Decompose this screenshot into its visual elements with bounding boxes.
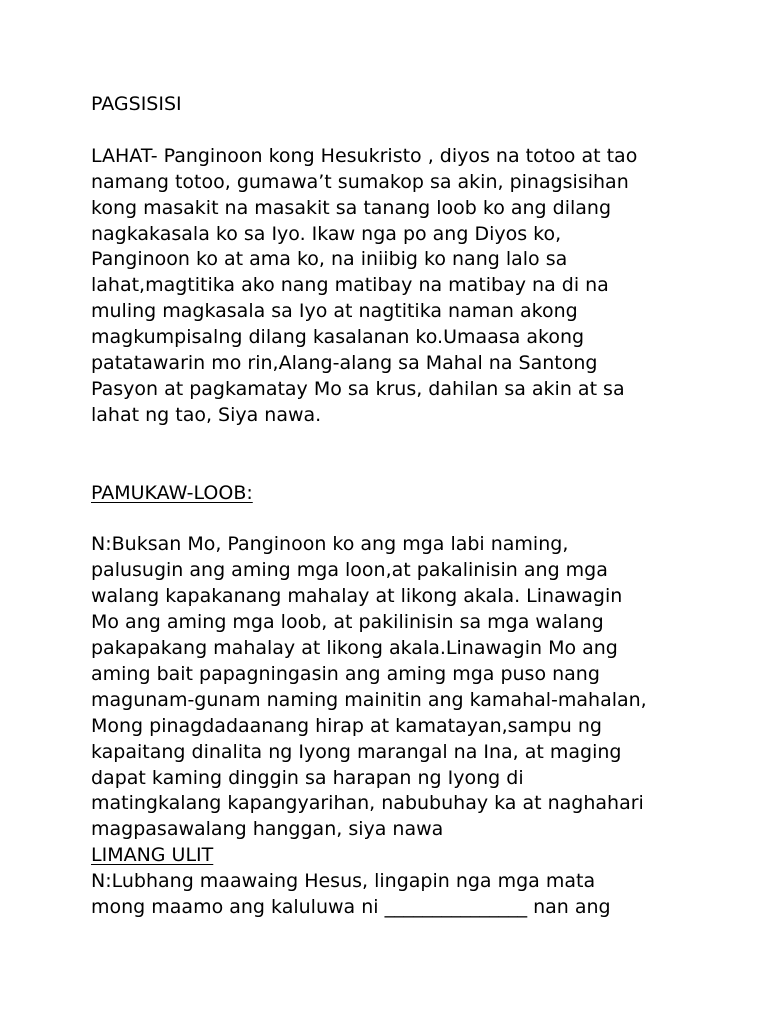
text-line: N:Buksan Mo, Panginoon ko ang mga labi naming, [91, 533, 569, 556]
text-line: N:Lubhang maawaing Hesus, lingapin nga mga mata [91, 870, 596, 893]
text-line: mong maamo ang kaluluwa ni _______________ nan ang [91, 896, 611, 919]
paragraph-lahat [91, 144, 691, 429]
text-line: lahat ng tao, Siya nawa. [91, 403, 322, 426]
text-line: aming bait papagningasin ang aming mga puso nang [91, 662, 600, 685]
heading-limang-ulit: LIMANG ULIT [91, 844, 214, 867]
text-line: namang totoo, gumawa’t sumakop sa akin, pinagsisihan [91, 170, 629, 193]
text-line: patatawarin mo rin,Alang-alang sa Mahal na Santong [91, 352, 598, 375]
text-line: kapaitang dinalita ng Iyong marangal na Ina, at maging [91, 740, 622, 763]
text-line: pakapakang mahalay at likong akala.Linawagin Mo ang [91, 636, 618, 659]
text-line: magkumpisalng dilang kasalanan ko.Umaasa akong [91, 326, 585, 349]
text-line: kong masakit na masakit sa tanang loob ko ang dilang [91, 196, 612, 219]
heading-pamukaw-loob: PAMUKAW-LOOB: [91, 481, 253, 504]
text-line: walang kapakanang mahalay at likong akala. Linawagin [91, 585, 623, 608]
spacer [91, 118, 691, 144]
text-line: magunam-gunam naming mainitin ang kamahal-mahalan, [91, 688, 647, 711]
spacer [91, 429, 691, 481]
paragraph-lubhang [91, 869, 691, 921]
spacer [91, 506, 691, 532]
text-line: dapat kaming dinggin sa harapan ng Iyong di [91, 766, 524, 789]
text-line: palusugin ang aming mga loon,at pakalinisin ang mga [91, 559, 608, 582]
text-line: muling magkasala sa Iyo at nagtitika naman akong [91, 300, 578, 323]
paragraph-buksan [91, 532, 691, 843]
text-line: Mong pinagdadaanang hirap at kamatayan,sampu ng [91, 714, 602, 737]
text-line: magpasawalang hanggan, siya nawa [91, 818, 444, 841]
text-line: LAHAT- Panginoon kong Hesukristo , diyos na totoo at tao [91, 144, 638, 167]
text-line: nagkakasala ko sa Iyo. Ikaw nga po ang Diyos ko, [91, 222, 562, 245]
document-page [91, 92, 691, 921]
text-line: Pasyon at pagkamatay Mo sa krus, dahilan sa akin at sa [91, 377, 625, 400]
heading-pagsisisi: PAGSISISI [91, 93, 182, 115]
text-line: Mo ang aming mga loob, at pakilinisin sa mga walang [91, 611, 604, 634]
text-line: Panginoon ko at ama ko, na iniibig ko nang lalo sa [91, 248, 568, 271]
text-line: lahat,magtitika ako nang matibay na matibay na di na [91, 274, 609, 297]
text-line: matingkalang kapangyarihan, nabubuhay ka at naghahari [91, 792, 644, 815]
